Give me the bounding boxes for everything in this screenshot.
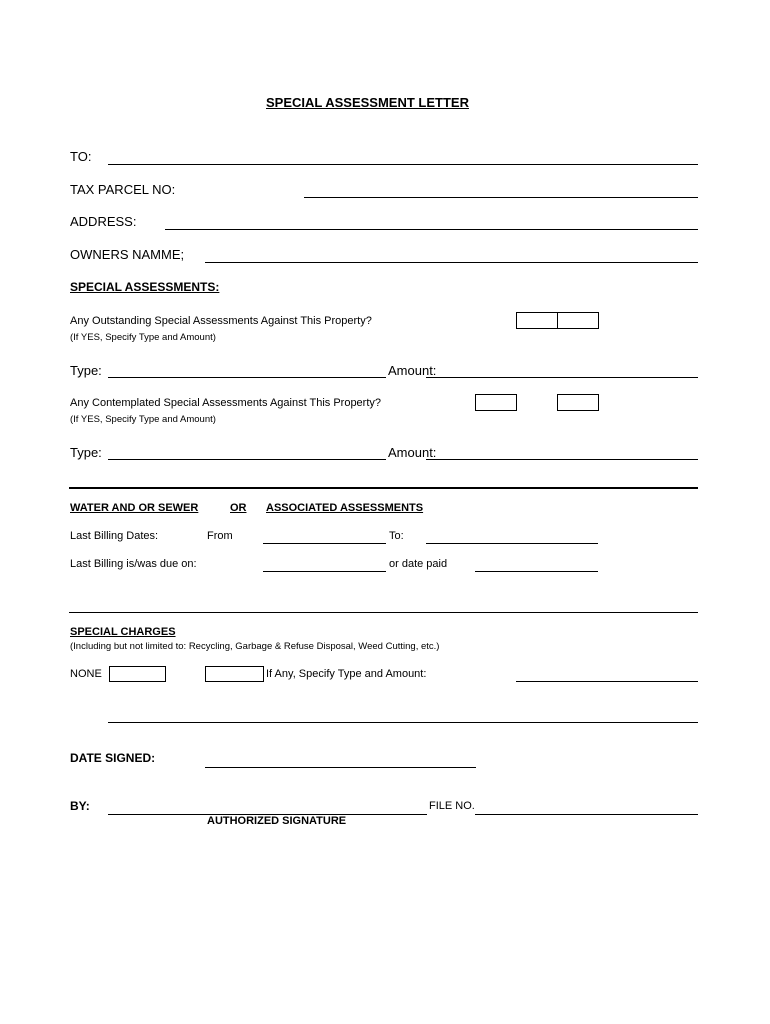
charges-amount-field[interactable] xyxy=(516,681,698,682)
contemplated-amount-field[interactable] xyxy=(426,459,698,460)
billing-to-field[interactable] xyxy=(426,543,598,544)
charges-detail-field[interactable] xyxy=(108,722,698,723)
owners-name-field[interactable] xyxy=(205,262,698,263)
contemplated-no-checkbox[interactable] xyxy=(557,394,599,411)
contemplated-question: Any Contemplated Special Assessments Against This Property? xyxy=(70,397,382,409)
owners-name-label: OWNERS NAMME; xyxy=(70,247,185,262)
contemplated-type-label: Type: xyxy=(70,445,102,460)
billing-from-field[interactable] xyxy=(263,543,386,544)
contemplated-note: (If YES, Specify Type and Amount) xyxy=(70,414,216,425)
date-paid-label: or date paid xyxy=(389,558,448,570)
date-signed-field[interactable] xyxy=(205,767,476,768)
authorized-signature-label: AUTHORIZED SIGNATURE xyxy=(207,815,347,827)
outstanding-note: (If YES, Specify Type and Amount) xyxy=(70,332,216,343)
tax-parcel-field[interactable] xyxy=(304,197,698,198)
to-field[interactable] xyxy=(108,164,698,165)
if-any-checkbox[interactable] xyxy=(205,666,264,682)
last-billing-due-label: Last Billing is/was due on: xyxy=(70,558,197,570)
outstanding-yes-checkbox[interactable] xyxy=(516,312,558,329)
to-label: TO: xyxy=(70,149,92,164)
outstanding-question: Any Outstanding Special Assessments Against This Property? xyxy=(70,315,372,327)
water-sewer-or: OR xyxy=(230,502,247,514)
from-label: From xyxy=(207,530,233,542)
page-title: SPECIAL ASSESSMENT LETTER xyxy=(266,95,469,110)
billing-due-field[interactable] xyxy=(263,571,386,572)
file-no-field[interactable] xyxy=(475,814,698,815)
outstanding-no-checkbox[interactable] xyxy=(557,312,599,329)
none-label: NONE xyxy=(70,668,102,680)
section-divider-2 xyxy=(69,612,698,613)
file-no-label: FILE NO. xyxy=(429,800,475,812)
outstanding-type-field[interactable] xyxy=(108,377,386,378)
contemplated-yes-checkbox[interactable] xyxy=(475,394,517,411)
outstanding-amount-field[interactable] xyxy=(426,377,698,378)
outstanding-amount-label: Amount: xyxy=(388,363,437,378)
contemplated-amount-label: Amount: xyxy=(388,445,437,460)
section-divider xyxy=(69,487,698,489)
address-label: ADDRESS: xyxy=(70,214,137,229)
by-label: BY: xyxy=(70,799,90,813)
billing-to-label: To: xyxy=(389,530,404,542)
associated-assessments-heading: ASSOCIATED ASSESSMENTS xyxy=(266,502,424,514)
outstanding-type-label: Type: xyxy=(70,363,102,378)
water-sewer-heading: WATER AND OR SEWER xyxy=(70,502,199,514)
if-any-label: If Any, Specify Type and Amount: xyxy=(266,668,427,680)
address-field[interactable] xyxy=(165,229,698,230)
special-charges-heading: SPECIAL CHARGES xyxy=(70,626,176,638)
date-signed-label: DATE SIGNED: xyxy=(70,751,156,765)
special-charges-note: (Including but not limited to: Recycling, Garbage & Refuse Disposal, Weed Cutting, etc.) xyxy=(70,641,440,652)
special-assessments-heading: SPECIAL ASSESSMENTS: xyxy=(70,280,220,294)
contemplated-type-field[interactable] xyxy=(108,459,386,460)
none-checkbox[interactable] xyxy=(109,666,166,682)
date-paid-field[interactable] xyxy=(475,571,598,572)
tax-parcel-label: TAX PARCEL NO: xyxy=(70,182,176,197)
last-billing-dates-label: Last Billing Dates: xyxy=(70,530,159,542)
